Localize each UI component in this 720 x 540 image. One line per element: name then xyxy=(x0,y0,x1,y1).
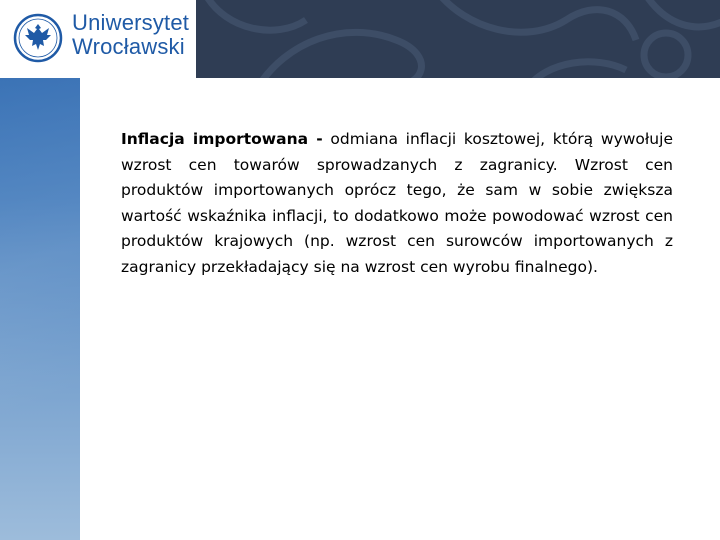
definition-text: odmiana inflacji kosztowej, którą wywołuje wzrost cen towarów sprowadzanych z zagranicy. Wzrost cen produktów importowanych oprócz tego, że sam w sobie zwiększa wartość wskaźnika inflacji, to dodatkowo może powodować wzrost cen produktów krajowych (np. wzrost cen surowców importowanych z zagranicy przekładający się na wzrost cen wyrobu finalnego). xyxy=(121,130,673,276)
left-side-bar xyxy=(0,78,80,540)
slide-body-text xyxy=(121,127,673,281)
university-eagle-emblem-icon xyxy=(13,13,63,63)
decorative-swirl-pattern xyxy=(196,0,720,78)
university-name xyxy=(72,11,189,59)
header-band xyxy=(196,0,720,78)
university-name-line1: Uniwersytet xyxy=(72,10,190,35)
definition-term: Inflacja importowana - xyxy=(121,130,323,148)
logo-area[interactable] xyxy=(0,0,196,78)
university-name-line2: Wrocławski xyxy=(72,34,185,59)
